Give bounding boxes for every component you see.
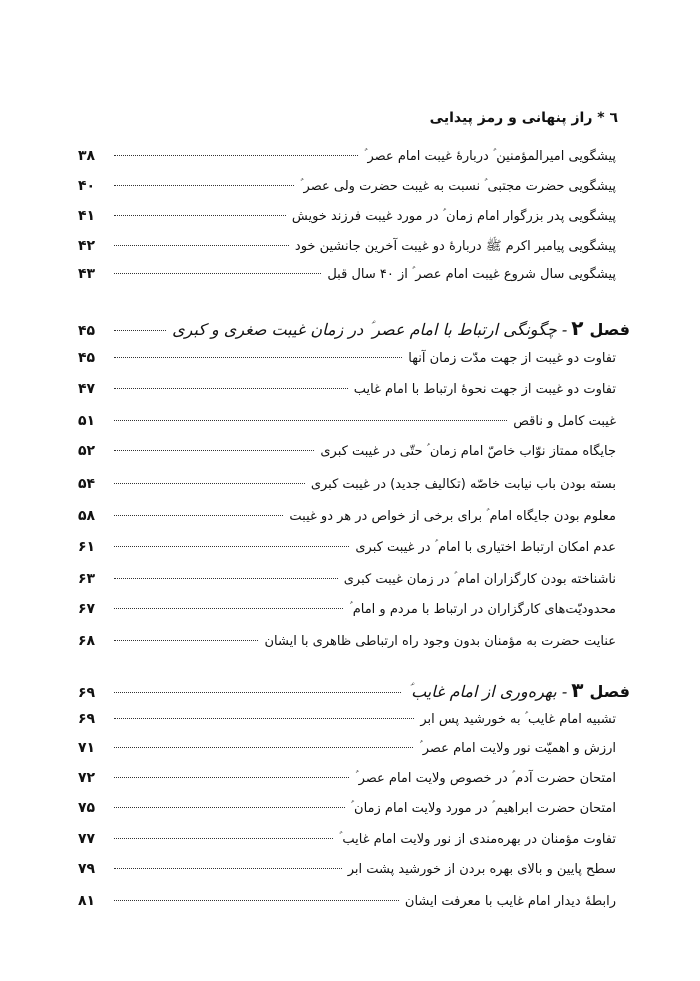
- dot-leader: [114, 388, 348, 389]
- page-number: ۸۱: [78, 893, 96, 909]
- toc-entry[interactable]: [78, 831, 616, 855]
- toc-entry[interactable]: [78, 266, 616, 290]
- entry-title: عدم امکان ارتباط اختیاری با امام ؑ در غیبت کبری: [355, 540, 616, 555]
- toc-entry[interactable]: [78, 148, 616, 172]
- page-number: ۷۷: [78, 831, 96, 847]
- dot-leader: [114, 578, 338, 579]
- entry-title: امتحان حضرت آدم ؑ در خصوص ولایت امام عصر ؑ: [355, 771, 616, 786]
- dot-leader: [114, 608, 343, 609]
- entry-title: پیشگویی پیامبر اکرم ﷺ دربارهٔ دو غیبت آخرین جانشین خود: [294, 239, 616, 254]
- entry-title: معلوم بودن جایگاه امام ؑ برای برخی از خواص در هر دو غیبت: [289, 509, 616, 524]
- chapter-number: ۳: [571, 678, 584, 702]
- dot-leader: [114, 155, 358, 156]
- dot-leader: [114, 273, 321, 274]
- page-number: ۴۷: [78, 381, 96, 397]
- page-number: ۶۱: [78, 539, 96, 555]
- page-number: ۶۸: [78, 633, 96, 649]
- dot-leader: [114, 357, 402, 358]
- entry-title: پیشگویی امیرالمؤمنین ؑ دربارهٔ غیبت امام عصر ؑ: [364, 149, 616, 164]
- entry-title: - چگونگی ارتباط با امام عصر ؑ در زمان غیبت صغری و کبری: [172, 320, 568, 339]
- page-number: ۳۸: [78, 148, 96, 164]
- page-number: ۶۳: [78, 571, 96, 587]
- dot-leader: [114, 185, 294, 186]
- dot-leader: [114, 483, 305, 484]
- page-number: ۴۵: [78, 323, 96, 339]
- page-number: ۴۰: [78, 178, 96, 194]
- dot-leader: [114, 838, 333, 839]
- toc-entry[interactable]: [78, 350, 616, 374]
- page-number: ۷۲: [78, 770, 96, 786]
- toc-entry[interactable]: [78, 740, 616, 764]
- dot-leader: [114, 245, 289, 246]
- toc-entry[interactable]: [78, 539, 616, 563]
- page-number: ۵۲: [78, 443, 96, 459]
- dot-leader: [114, 640, 258, 641]
- chapter-number: ۲: [571, 316, 584, 340]
- toc-entry[interactable]: [78, 711, 616, 735]
- chapter-heading[interactable]: [78, 678, 630, 702]
- entry-title: جایگاه ممتاز نوّاب خاصّ امام زمان ؑ حتّی در غیبت کبری: [320, 444, 616, 459]
- entry-title: پیشگویی سال شروع غیبت امام عصر ؑ از ۴۰ سال قبل: [327, 267, 616, 282]
- toc-entry[interactable]: [78, 208, 616, 232]
- page-number: ۶۷: [78, 601, 96, 617]
- entry-title: - بهره‌وری از امام غایب ؑ: [407, 682, 568, 701]
- entry-title: امتحان حضرت ابراهیم ؑ در مورد ولایت امام زمان ؑ: [350, 801, 616, 816]
- dot-leader: [114, 718, 414, 719]
- running-head: ٦ * راز پنهانی و رمز پیدایی: [429, 110, 618, 126]
- page-number: ۴۵: [78, 350, 96, 366]
- toc-entry[interactable]: [78, 476, 616, 500]
- entry-title: تفاوت دو غیبت از جهت نحوهٔ ارتباط با امام غایب: [353, 382, 616, 397]
- page-number: ۶۹: [78, 711, 96, 727]
- chapter-label: فصل: [589, 320, 630, 339]
- toc-entry[interactable]: [78, 508, 616, 532]
- page-number: ۵۴: [78, 476, 96, 492]
- toc-entry[interactable]: [78, 443, 616, 467]
- toc-entry[interactable]: [78, 571, 616, 595]
- entry-title: محدودیّت‌های کارگزاران در ارتباط با مردم و امام ؑ: [349, 602, 616, 617]
- toc-entry[interactable]: [78, 381, 616, 405]
- entry-title: سطح پایین و بالای بهره بردن از خورشید پشت ابر: [347, 862, 616, 877]
- toc-entry[interactable]: [78, 633, 616, 657]
- toc-entry[interactable]: [78, 413, 616, 437]
- page-number: ۷۱: [78, 740, 96, 756]
- toc-entry[interactable]: [78, 238, 616, 262]
- chapter-heading[interactable]: [78, 316, 630, 340]
- page-number: ۴۳: [78, 266, 96, 282]
- page-number: ۴۲: [78, 238, 96, 254]
- toc-entry[interactable]: [78, 800, 616, 824]
- entry-title: رابطهٔ دیدار امام غایب با معرفت ایشان: [404, 894, 616, 909]
- page-number: ۵۱: [78, 413, 96, 429]
- toc-entry[interactable]: [78, 178, 616, 202]
- toc-entry[interactable]: [78, 601, 616, 625]
- toc-entry[interactable]: [78, 893, 616, 917]
- dot-leader: [114, 692, 401, 693]
- page-number: ۷۹: [78, 861, 96, 877]
- entry-title: تفاوت دو غیبت از جهت مدّت زمان آنها: [408, 351, 616, 366]
- entry-title: ناشناخته بودن کارگزاران امام ؑ در زمان غیبت کبری: [343, 572, 616, 587]
- entry-title: ارزش و اهمیّت نور ولایت امام عصر ؑ: [419, 741, 616, 756]
- dot-leader: [114, 807, 345, 808]
- dot-leader: [114, 215, 286, 216]
- page-number: ۴۱: [78, 208, 96, 224]
- entry-title: پیشگویی پدر بزرگوار امام زمان ؑ در مورد غیبت فرزند خویش: [291, 209, 616, 224]
- entry-title: تشبیه امام غایب ؑ به خورشید پس ابر: [420, 712, 616, 727]
- entry-title: تفاوت مؤمنان در بهره‌مندی از نور ولایت امام غایب ؑ: [339, 832, 616, 847]
- dot-leader: [114, 747, 413, 748]
- entry-title: غیبت کامل و ناقص: [513, 414, 616, 429]
- dot-leader: [114, 330, 166, 331]
- dot-leader: [114, 868, 342, 869]
- dot-leader: [114, 450, 314, 451]
- dot-leader: [114, 420, 507, 421]
- entry-title: بسته بودن باب نیابت خاصّه (تکالیف جدید) در غیبت کبری: [310, 477, 616, 492]
- page-number: ۶۹: [78, 685, 96, 701]
- entry-title: پیشگویی حضرت مجتبی ؑ نسبت به غیبت حضرت ولی عصر ؑ: [300, 179, 616, 194]
- dot-leader: [114, 900, 399, 901]
- toc-entry[interactable]: [78, 861, 616, 885]
- dot-leader: [114, 777, 349, 778]
- chapter-label: فصل: [589, 682, 630, 701]
- page-number: ۷۵: [78, 800, 96, 816]
- dot-leader: [114, 546, 349, 547]
- toc-entry[interactable]: [78, 770, 616, 794]
- entry-title: عنایت حضرت به مؤمنان بدون وجود راه ارتباطی ظاهری با ایشان: [264, 634, 616, 649]
- dot-leader: [114, 515, 283, 516]
- page-number: ۵۸: [78, 508, 96, 524]
